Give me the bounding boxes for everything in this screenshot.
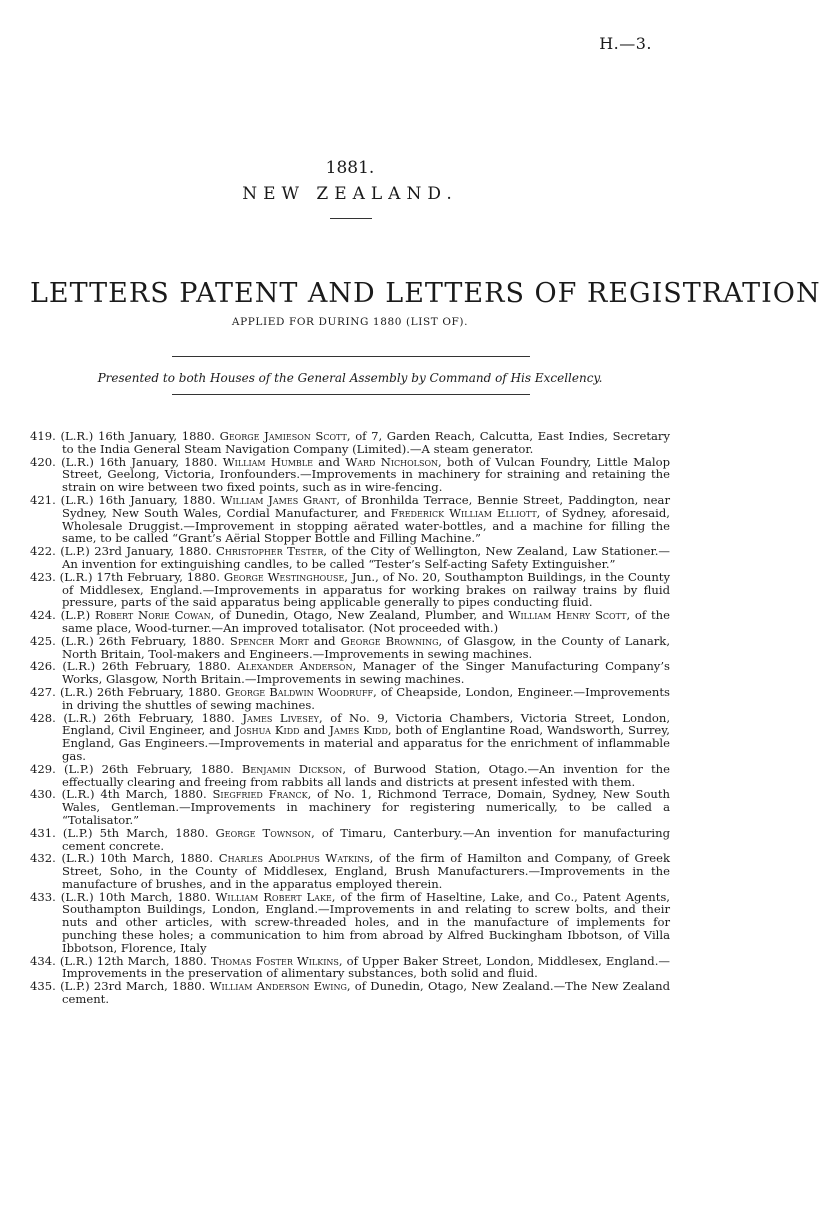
patent-entry xyxy=(30,980,670,1006)
entry-text: , of Dunedin, Otago, New Zealand, Plumber, and xyxy=(210,608,509,623)
applicant-name: Joshua Kidd xyxy=(234,723,300,738)
entry-date: (L.R.) 10th March, 1880. xyxy=(61,851,219,866)
entry-date: (L.R.) 12th March, 1880. xyxy=(59,953,211,968)
applicant-name: George Westinghouse xyxy=(223,569,345,584)
entry-number: 430. xyxy=(30,787,56,802)
applicant-name: George Browning xyxy=(340,633,439,648)
entry-description: , of 7, Garden Reach, Calcutta, East Indies, Secretary to the India General Steam Navigation Company (Limited).—A steam generator. xyxy=(62,429,670,456)
patent-entry xyxy=(30,686,670,712)
patent-entry xyxy=(30,712,670,763)
entry-text: and xyxy=(299,723,330,738)
entry-description: , of Burwood Station, Otago.—An invention for the effectually clearing and freeing from rabbits all lands and districts at present infested with them. xyxy=(62,761,670,789)
entry-number: 433. xyxy=(30,889,56,904)
entry-description: , of the City of Wellington, New Zealand, Law Stationer.—An invention for extinguishing candles, to be called “Tester’s Self-acting Safety Extinguisher.” xyxy=(62,544,670,571)
entry-date: (L.P.) 23rd March, 1880. xyxy=(60,979,210,994)
entry-date: (L.R.) 26th February, 1880. xyxy=(62,659,238,674)
applicant-name: William Anderson Ewing xyxy=(209,979,347,994)
entry-description: , of Dunedin, Otago, New Zealand.—The New Zealand cement. xyxy=(62,979,670,1007)
entry-number: 427. xyxy=(30,684,56,699)
applicant-name: George Jamieson Scott xyxy=(219,429,347,443)
entry-number: 429. xyxy=(30,761,56,776)
patent-entry xyxy=(30,955,670,981)
document-subtitle: APPLIED FOR DURING 1880 (LIST OF). xyxy=(231,316,469,328)
patent-entry xyxy=(30,763,670,789)
page-reference: H.—3. xyxy=(599,34,652,53)
patent-entry xyxy=(30,571,670,609)
applicant-name: William Robert Lake xyxy=(215,889,332,904)
applicant-name: George Townson xyxy=(215,825,312,840)
applicant-name: William Humble xyxy=(222,454,313,469)
entry-date: (L.R.) 4th March, 1880. xyxy=(61,787,213,802)
entry-text: , of No. 9, Victoria Chambers, Victoria Street, London, England, Civil Engineer, and xyxy=(62,710,671,738)
applicant-name: Ward Nicholson xyxy=(345,454,439,469)
entry-date: (L.P.) 5th March, 1880. xyxy=(62,825,216,840)
entry-text: , of Bronhilda Terrace, Bennie Street, Paddington, near Sydney, New South Wales, Cordial Manufacturer, and xyxy=(62,492,670,520)
applicant-name: William Henry Scott xyxy=(508,608,627,623)
applicant-name: James Kidd xyxy=(329,723,388,738)
entry-text: and xyxy=(312,454,346,469)
entry-number: 434. xyxy=(30,953,56,968)
entry-description: , of No. 1, Richmond Terrace, Domain, Sydney, New South Wales, Gentleman.—Improvements in machinery for registering numerically, to be called a “Totalisator.” xyxy=(62,787,671,827)
patent-entry xyxy=(30,456,670,494)
applicant-name: James Livesey xyxy=(242,710,319,725)
applicant-name: George Baldwin Woodruff xyxy=(225,684,374,699)
patent-entry xyxy=(30,788,670,826)
entry-number: 426. xyxy=(30,659,56,674)
entry-description: , of the firm of Haseltine, Lake, and Co., Patent Agents, Southampton Buildings, London, England.—Improvements in and relating to screw bolts, and their nuts and other articles, with screw-threaded holes, and in the manufacture of implements for punching these holes; a communication to him from abroad by Alfred Buckingham Ibbotson, of Villa Ibbotson, Florence, Italy xyxy=(62,889,670,955)
short-divider xyxy=(330,218,372,219)
patent-entry xyxy=(30,891,670,955)
entry-date: (L.R.) 26th February, 1880. xyxy=(59,684,226,699)
divider-top xyxy=(172,356,530,357)
applicant-name: Thomas Foster Wilkins xyxy=(210,953,339,968)
entry-date: (L.P.) 26th February, 1880. xyxy=(63,761,242,776)
entry-date: (L.P.) 23rd January, 1880. xyxy=(60,544,217,559)
entry-number: 423. xyxy=(30,569,56,584)
patent-entry xyxy=(30,430,670,456)
entry-number: 435. xyxy=(30,979,56,994)
entry-date: (L.P.) xyxy=(60,608,96,623)
applicant-name: Frederick William Elliott xyxy=(390,505,537,520)
applicant-name: Alexander Anderson xyxy=(237,659,353,674)
divider-bottom xyxy=(172,394,530,395)
entry-description: , of the firm of Hamilton and Company, of Greek Street, Soho, in the County of Middlesex, England, Brush Manufacturers.—Improvements in the manufacture of brushes, and in the apparatus employed therein. xyxy=(62,851,671,891)
entry-text: and xyxy=(308,633,341,648)
entry-description: , of Glasgow, in the County of Lanark, North Britain, Tool-makers and Engineers.—Improvements in sewing machines. xyxy=(62,633,671,661)
entry-date: (L.R.) 16th January, 1880. xyxy=(60,492,221,507)
entry-number: 431. xyxy=(30,825,56,840)
entry-date: (L.R.) 10th March, 1880. xyxy=(60,889,216,904)
entry-date: (L.R.) 17th February, 1880. xyxy=(59,569,224,584)
document-year: 1881. xyxy=(325,158,375,178)
entry-description: , of Timaru, Canterbury.—An invention for manufacturing cement concrete. xyxy=(62,825,670,853)
patent-entry xyxy=(30,827,670,853)
patent-entry xyxy=(30,545,670,571)
entry-description: , Jun., of No. 20, Southampton Buildings, in the County of Middlesex, England.—Improvements in apparatus for working brakes on railway trains by fluid pressure, parts of the said apparatus being applicable generally to pipes conducting fluid. xyxy=(62,569,670,610)
entry-number: 422. xyxy=(30,544,56,559)
applicant-name: Christopher Tester xyxy=(216,544,324,559)
entry-description: , of Upper Baker Street, London, Middlesex, England.—Improvements in the preservation of alimentary substances, both solid and fluid. xyxy=(62,953,670,981)
entry-number: 424. xyxy=(30,608,56,623)
entry-date: (L.R.) 16th January, 1880. xyxy=(61,454,223,469)
patent-entry xyxy=(30,494,670,545)
entry-number: 425. xyxy=(30,633,56,648)
patent-entry xyxy=(30,635,670,661)
patent-entry xyxy=(30,660,670,686)
entry-description: , of the same place, Wood-turner.—An improved totalisator. (Not proceeded with.) xyxy=(62,608,670,635)
patent-entry xyxy=(30,852,670,890)
entry-description: , of Cheapside, London, Engineer.—Improvements in driving the shuttles of sewing machines. xyxy=(62,684,670,712)
entry-number: 421. xyxy=(30,492,56,507)
entry-description: , of Sydney, aforesaid, Wholesale Druggist.—Improvement in stopping aërated water-bottles, and a machine for filling the same, to be called “Grant’s Aërial Stopper Bottle and Filling Machine.” xyxy=(62,505,670,546)
applicant-name: Robert Norie Cowan xyxy=(95,608,211,623)
applicant-name: William James Grant xyxy=(220,492,337,507)
presented-line: Presented to both Houses of the General Assembly by Command of His Excellency. xyxy=(97,371,603,385)
entry-date: (L.R.) 26th February, 1880. xyxy=(60,633,230,648)
entry-description: , Manager of the Singer Manufacturing Company’s Works, Glasgow, North Britain.—Improvements in sewing machines. xyxy=(62,659,670,687)
entry-number: 419. xyxy=(30,429,56,443)
applicant-name: Spencer Mort xyxy=(229,633,309,648)
country-heading: NEW ZEALAND. xyxy=(242,184,458,204)
entry-description: , both of Vulcan Foundry, Little Malop Street, Geelong, Victoria, Ironfounders.—Improvements in machinery for straining and retaining the strain on wire between two fixed points, such as in wire-fencing. xyxy=(62,454,670,495)
applicant-name: Siegfried Franck xyxy=(212,787,308,802)
patent-entry xyxy=(30,609,670,635)
entry-date: (L.R.) 16th January, 1880. xyxy=(60,429,220,443)
document-title: LETTERS PATENT AND LETTERS OF REGISTRATION xyxy=(30,278,821,309)
patent-entry-list xyxy=(30,430,670,1006)
entry-date: (L.R.) 26th February, 1880. xyxy=(63,710,243,725)
entry-number: 428. xyxy=(30,710,56,725)
applicant-name: Charles Adolphus Watkins xyxy=(218,851,370,866)
applicant-name: Benjamin Dickson xyxy=(241,761,343,776)
entry-number: 420. xyxy=(30,454,56,469)
entry-description: , both of Englantine Road, Wandsworth, Surrey, England, Gas Engineers.—Improvements in material and apparatus for the enrichment of inflammable gas. xyxy=(62,723,670,763)
entry-number: 432. xyxy=(30,851,56,866)
